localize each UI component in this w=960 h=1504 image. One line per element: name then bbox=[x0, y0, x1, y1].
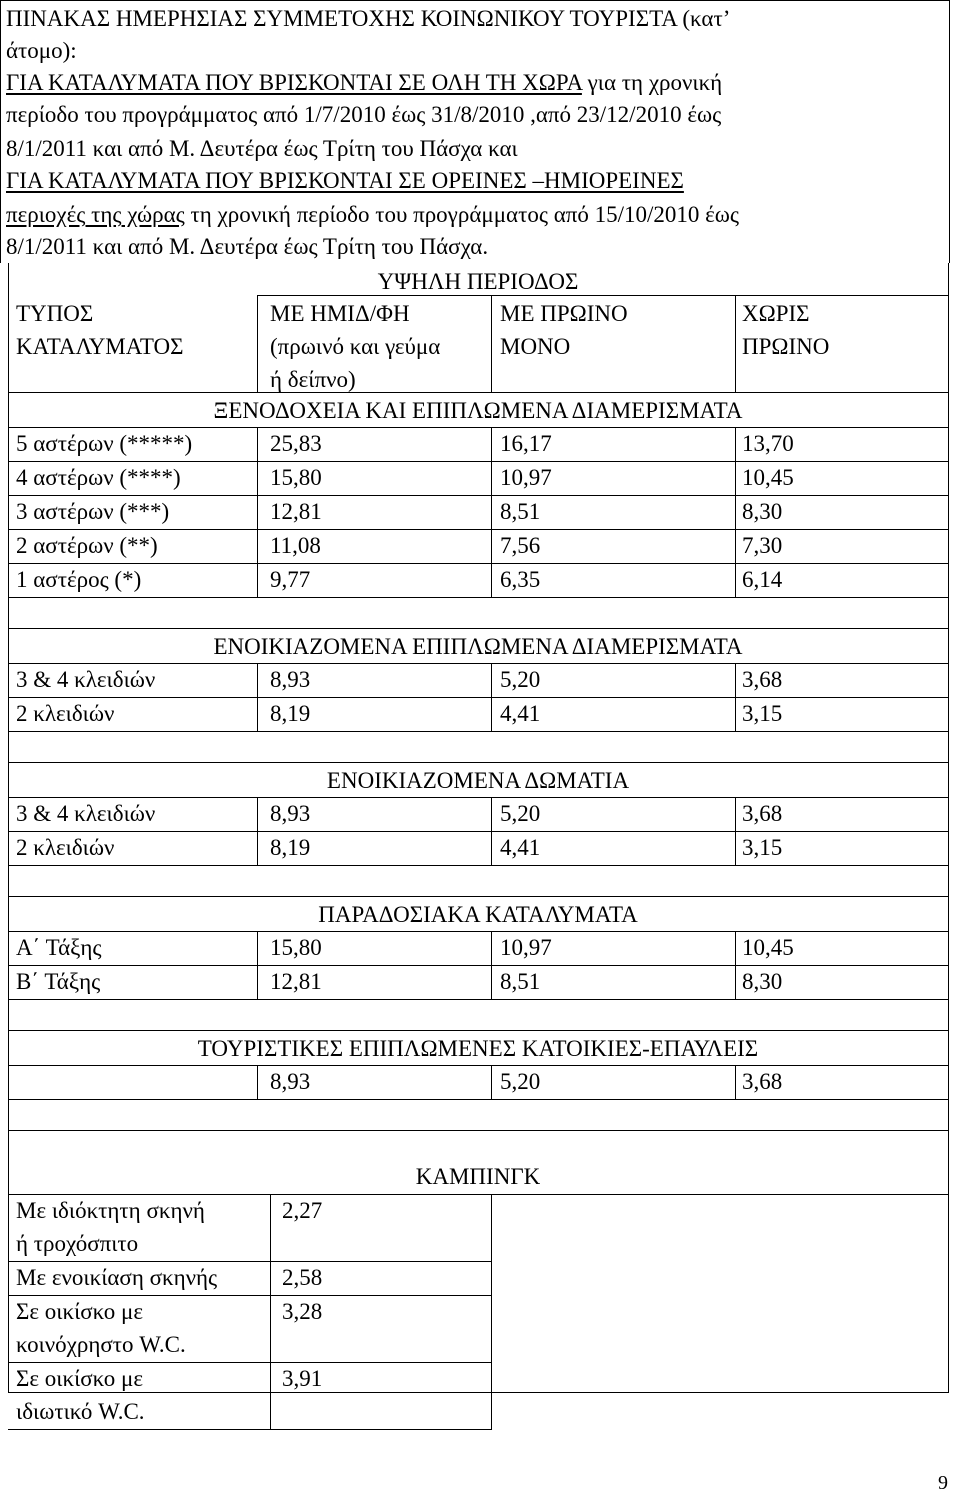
row-value: 8,93 bbox=[270, 1069, 311, 1094]
table-hline bbox=[8, 731, 949, 732]
row-value: 8,93 bbox=[270, 801, 311, 826]
row-label: 2 αστέρων (**) bbox=[16, 533, 158, 558]
col-header-type: ΤΥΠΟΣ bbox=[16, 301, 94, 326]
table-vline bbox=[735, 931, 736, 999]
camping-row-label: κοινόχρηστο W.C. bbox=[16, 1332, 186, 1357]
camping-row-label: Σε οικίσκο με bbox=[16, 1299, 143, 1324]
row-value: 15,80 bbox=[270, 935, 322, 960]
header-line-3 bbox=[6, 67, 722, 99]
table-vline bbox=[257, 1065, 258, 1099]
table-hline bbox=[8, 597, 949, 598]
col-header-half-board: ή δείπνο) bbox=[270, 367, 356, 392]
row-value: 3,68 bbox=[742, 667, 783, 692]
row-value: 4,41 bbox=[500, 701, 541, 726]
row-value: 4,41 bbox=[500, 835, 541, 860]
table-hline bbox=[8, 1065, 949, 1066]
header-line-2: άτομο): bbox=[6, 38, 77, 63]
row-value: 8,51 bbox=[500, 969, 541, 994]
row-value: 8,19 bbox=[270, 701, 311, 726]
header-line-6-underlined: ΓΙΑ ΚΑΤΑΛΥΜΑΤΑ ΠΟΥ ΒΡΙΣΚΟΝΤΑΙ ΣΕ ΟΡΕΙΝΕΣ –ΗΜΙΟΡΕΙΝΕΣ bbox=[6, 168, 684, 193]
col-header-no-breakfast: ΧΩΡΙΣ bbox=[742, 301, 810, 326]
table-vline bbox=[491, 1065, 492, 1099]
row-value: 12,81 bbox=[270, 969, 322, 994]
camping-row-value: 2,58 bbox=[282, 1265, 323, 1290]
header-line-4: περίοδο του προγράμματος από 1/7/2010 έως 31/8/2010 ,από 23/12/2010 έως bbox=[6, 102, 722, 127]
col-header-type: ΚΑΤΑΛΥΜΑΤΟΣ bbox=[16, 334, 184, 359]
page-number: 9 bbox=[938, 1472, 948, 1494]
camping-row-label: Με ιδιόκτητη σκηνή bbox=[16, 1198, 205, 1223]
row-label: Β΄ Τάξης bbox=[16, 969, 101, 994]
table-vline bbox=[257, 663, 258, 731]
table-border-left bbox=[8, 263, 9, 1393]
row-value: 10,97 bbox=[500, 935, 552, 960]
table-hline bbox=[8, 1130, 949, 1131]
row-value: 5,20 bbox=[500, 801, 541, 826]
camping-title: ΚΑΜΠΙΝΓΚ bbox=[415, 1164, 541, 1189]
table-hline bbox=[8, 865, 949, 866]
camping-row-value: 3,91 bbox=[282, 1366, 323, 1391]
col-header-breakfast: ΜΟΝΟ bbox=[500, 334, 571, 359]
col-header-no-breakfast: ΠΡΩΙΝΟ bbox=[742, 334, 830, 359]
row-label: 3 αστέρων (***) bbox=[16, 499, 170, 524]
table-hline bbox=[8, 931, 949, 932]
row-label: 2 κλειδιών bbox=[16, 835, 115, 860]
row-label: 1 αστέρος (*) bbox=[16, 567, 142, 592]
section-title: ΤΟΥΡΙΣΤΙΚΕΣ ΕΠΙΠΛΩΜΕΝΕΣ ΚΑΤΟΙΚΙΕΣ-ΕΠΑΥΛΕΙΣ bbox=[197, 1036, 759, 1061]
table-vline bbox=[257, 797, 258, 865]
camping-row-value: 2,27 bbox=[282, 1198, 323, 1223]
row-value: 12,81 bbox=[270, 499, 322, 524]
table-vline bbox=[491, 797, 492, 865]
row-value: 6,14 bbox=[742, 567, 783, 592]
row-value: 3,15 bbox=[742, 701, 783, 726]
table-vline bbox=[735, 427, 736, 597]
row-label: 3 & 4 κλειδιών bbox=[16, 801, 156, 826]
header-line-3-rest: για τη χρονική bbox=[581, 70, 723, 95]
row-value: 5,20 bbox=[500, 667, 541, 692]
allowance-table bbox=[0, 263, 950, 1424]
header-line-6 bbox=[6, 165, 684, 197]
header-line-8: 8/1/2011 και από Μ. Δευτέρα έως Τρίτη του Πάσχα. bbox=[6, 234, 489, 259]
table-hline bbox=[8, 1099, 949, 1100]
section-title: ΠΑΡΑΔΟΣΙΑΚΑ ΚΑΤΑΛΥΜΑΤΑ bbox=[318, 902, 638, 927]
row-value: 6,35 bbox=[500, 567, 541, 592]
row-value: 10,97 bbox=[500, 465, 552, 490]
row-value: 11,08 bbox=[270, 533, 321, 558]
header-line-7-rest: τη χρονική περίοδο του προγράμματος από 15/10/2010 έως bbox=[184, 202, 740, 227]
table-hline bbox=[8, 896, 949, 897]
table-border-bottom bbox=[8, 1392, 949, 1393]
section-title: ΕΝΟΙΚΙΑΖΟΜΕΝΑ ΕΠΙΠΛΩΜΕΝΑ ΔΙΑΜΕΡΙΣΜΑΤΑ bbox=[213, 634, 743, 659]
row-value: 8,30 bbox=[742, 499, 783, 524]
col-header-breakfast: ΜΕ ΠΡΩΙΝΟ bbox=[500, 301, 628, 326]
row-value: 7,56 bbox=[500, 533, 541, 558]
table-hline bbox=[8, 563, 949, 564]
row-label: 3 & 4 κλειδιών bbox=[16, 667, 156, 692]
row-value: 3,68 bbox=[742, 1069, 783, 1094]
camping-row-label: ή τροχόσπιτο bbox=[16, 1231, 139, 1256]
table-vline bbox=[270, 1194, 271, 1429]
row-value: 13,70 bbox=[742, 431, 794, 456]
section-title: ΕΝΟΙΚΙΑΖΟΜΕΝΑ ΔΩΜΑΤΙΑ bbox=[326, 768, 630, 793]
row-label: 2 κλειδιών bbox=[16, 701, 115, 726]
table-hline bbox=[8, 392, 949, 393]
row-value: 8,51 bbox=[500, 499, 541, 524]
row-value: 8,93 bbox=[270, 667, 311, 692]
table-vline bbox=[257, 427, 258, 597]
table-hline bbox=[8, 628, 949, 629]
header-line-7-underlined: περιοχές της χώρας bbox=[6, 202, 185, 227]
section-title: ΞΕΝΟΔΟΧΕΙΑ ΚΑΙ ΕΠΙΠΛΩΜΕΝΑ ΔΙΑΜΕΡΙΣΜΑΤΑ bbox=[213, 398, 743, 423]
header-line-5: 8/1/2011 και από Μ. Δευτέρα έως Τρίτη του Πάσχα και bbox=[6, 136, 518, 161]
table-border-right bbox=[948, 263, 949, 1393]
row-value: 7,30 bbox=[742, 533, 783, 558]
row-value: 5,20 bbox=[500, 1069, 541, 1094]
table-vline bbox=[735, 797, 736, 865]
table-vline bbox=[491, 427, 492, 597]
table-hline bbox=[8, 1429, 492, 1430]
header-box bbox=[0, 0, 950, 263]
table-vline bbox=[735, 295, 736, 392]
camping-row-label: Σε οικίσκο με bbox=[16, 1366, 143, 1391]
table-vline bbox=[735, 1065, 736, 1099]
table-vline bbox=[257, 931, 258, 999]
row-value: 25,83 bbox=[270, 431, 322, 456]
table-hline bbox=[8, 965, 949, 966]
row-value: 10,45 bbox=[742, 935, 794, 960]
camping-row-label: ιδιωτικό W.C. bbox=[16, 1399, 145, 1424]
row-value: 3,68 bbox=[742, 801, 783, 826]
row-label: 4 αστέρων (****) bbox=[16, 465, 181, 490]
row-value: 10,45 bbox=[742, 465, 794, 490]
row-label: Α΄ Τάξης bbox=[16, 935, 102, 960]
table-hline bbox=[8, 831, 949, 832]
camping-row-value: 3,28 bbox=[282, 1299, 323, 1324]
table-hline bbox=[8, 697, 949, 698]
period-title: ΥΨΗΛΗ ΠΕΡΙΟΔΟΣ bbox=[377, 269, 579, 294]
table-vline bbox=[491, 1194, 492, 1429]
row-value: 9,77 bbox=[270, 567, 311, 592]
row-value: 8,30 bbox=[742, 969, 783, 994]
row-value: 15,80 bbox=[270, 465, 322, 490]
table-vline bbox=[735, 663, 736, 731]
table-hline bbox=[8, 762, 949, 763]
header-line-3-underlined: ΓΙΑ ΚΑΤΑΛΥΜΑΤΑ ΠΟΥ ΒΡΙΣΚΟΝΤΑΙ ΣΕ ΟΛΗ ΤΗ ΧΩΡΑ bbox=[6, 70, 582, 95]
table-vline bbox=[491, 663, 492, 731]
camping-row-label: Με ενοικίαση σκηνής bbox=[16, 1265, 218, 1290]
row-value: 8,19 bbox=[270, 835, 311, 860]
table-vline bbox=[257, 295, 258, 392]
col-header-half-board: (πρωινό και γεύμα bbox=[270, 334, 441, 359]
col-header-half-board: ΜΕ ΗΜΙΔ/ΦΗ bbox=[270, 301, 410, 326]
row-label: 5 αστέρων (*****) bbox=[16, 431, 193, 456]
table-hline bbox=[8, 1030, 949, 1031]
table-hline bbox=[257, 295, 949, 296]
row-value: 3,15 bbox=[742, 835, 783, 860]
row-value: 16,17 bbox=[500, 431, 552, 456]
table-vline bbox=[491, 931, 492, 999]
table-vline bbox=[491, 295, 492, 392]
header-line-1: ΠΙΝΑΚΑΣ ΗΜΕΡΗΣΙΑΣ ΣΥΜΜΕΤΟΧΗΣ ΚΟΙΝΩΝΙΚΟΥ ΤΟΥΡΙΣΤΑ (κατ’ bbox=[6, 6, 731, 31]
table-hline bbox=[8, 999, 949, 1000]
header-line-7 bbox=[6, 199, 739, 231]
